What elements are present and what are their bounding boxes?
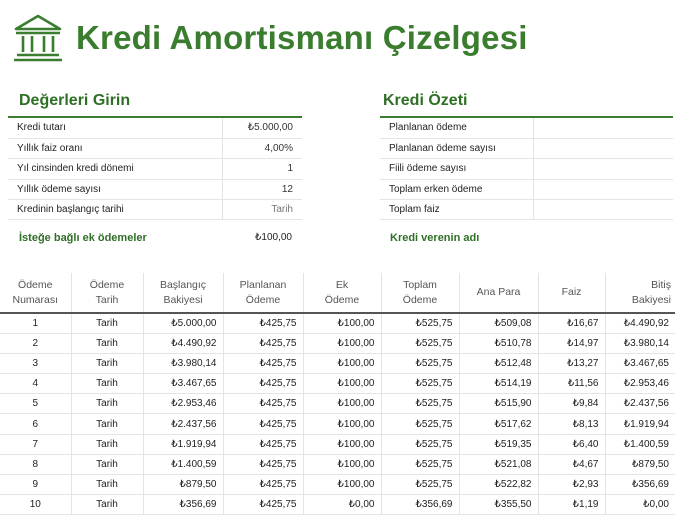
- cell-payment-date[interactable]: Tarih: [71, 313, 143, 333]
- input-row-loan-amount: [8, 118, 302, 138]
- cell-scheduled-payment[interactable]: ₺425,75: [223, 414, 303, 434]
- cell-scheduled-payment[interactable]: ₺425,75: [223, 333, 303, 353]
- cell-payment-date[interactable]: Tarih: [71, 414, 143, 434]
- cell-payment-number[interactable]: 6: [0, 414, 71, 434]
- cell-ending-balance[interactable]: ₺4.490,92: [605, 313, 675, 333]
- cell-total-payment[interactable]: ₺525,75: [381, 313, 459, 333]
- cell-principal[interactable]: ₺515,90: [459, 394, 538, 414]
- cell-scheduled-payment[interactable]: ₺425,75: [223, 475, 303, 495]
- cell-payment-number[interactable]: 10: [0, 495, 71, 515]
- cell-scheduled-payment[interactable]: ₺425,75: [223, 353, 303, 373]
- column-header-interest[interactable]: [538, 273, 605, 313]
- cell-total-payment[interactable]: ₺525,75: [381, 374, 459, 394]
- cell-scheduled-payment[interactable]: ₺425,75: [223, 394, 303, 414]
- cell-ending-balance[interactable]: ₺879,50: [605, 454, 675, 474]
- summary-value[interactable]: [533, 138, 673, 158]
- summary-row: [380, 118, 673, 138]
- cell-interest[interactable]: ₺11,56: [538, 374, 605, 394]
- cell-ending-balance[interactable]: ₺0,00: [605, 495, 675, 515]
- cell-payment-number[interactable]: 5: [0, 394, 71, 414]
- input-label: Yıllık faiz oranı: [8, 138, 222, 158]
- input-label: Yıl cinsinden kredi dönemi: [8, 159, 222, 179]
- cell-extra-payment[interactable]: ₺100,00: [303, 414, 381, 434]
- table-header-row: [0, 273, 675, 313]
- column-header-line: Ödeme: [402, 293, 438, 306]
- cell-beginning-balance[interactable]: ₺3.467,65: [143, 374, 223, 394]
- cell-total-payment[interactable]: ₺525,75: [381, 414, 459, 434]
- column-header-line: Ek: [335, 278, 349, 291]
- cell-payment-number[interactable]: 8: [0, 454, 71, 474]
- cell-ending-balance[interactable]: ₺2.437,56: [605, 394, 675, 414]
- cell-principal[interactable]: ₺521,08: [459, 454, 538, 474]
- cell-principal[interactable]: ₺517,62: [459, 414, 538, 434]
- cell-payment-date[interactable]: Tarih: [71, 495, 143, 515]
- table-row: [0, 495, 675, 515]
- cell-principal[interactable]: ₺514,19: [459, 374, 538, 394]
- cell-interest[interactable]: ₺6,40: [538, 434, 605, 454]
- cell-payment-number[interactable]: 7: [0, 434, 71, 454]
- cell-payment-date[interactable]: Tarih: [71, 454, 143, 474]
- extra-payments-label: İsteğe bağlı ek ödemeler: [19, 232, 147, 244]
- cell-interest[interactable]: ₺4,67: [538, 454, 605, 474]
- column-header-total-payment[interactable]: [381, 273, 459, 313]
- cell-principal[interactable]: ₺519,35: [459, 434, 538, 454]
- cell-beginning-balance[interactable]: ₺1.919,94: [143, 434, 223, 454]
- loan-amount-cell[interactable]: ₺5.000,00: [222, 118, 302, 138]
- cell-payment-date[interactable]: Tarih: [71, 353, 143, 373]
- cell-payment-date[interactable]: Tarih: [71, 475, 143, 495]
- cell-beginning-balance[interactable]: ₺879,50: [143, 475, 223, 495]
- column-header-line: Ödeme: [89, 278, 125, 291]
- column-header-payment-number[interactable]: [0, 273, 71, 313]
- cell-interest[interactable]: ₺13,27: [538, 353, 605, 373]
- loan-period-cell[interactable]: 1: [222, 159, 302, 179]
- input-label: Yıllık ödeme sayısı: [8, 179, 222, 199]
- summary-row: [380, 179, 673, 199]
- cell-payment-date[interactable]: Tarih: [71, 434, 143, 454]
- table-row: [0, 454, 675, 474]
- cell-principal[interactable]: ₺510,78: [459, 333, 538, 353]
- summary-label: Planlanan ödeme sayısı: [380, 138, 533, 158]
- cell-total-payment[interactable]: ₺525,75: [381, 333, 459, 353]
- cell-payment-number[interactable]: 4: [0, 374, 71, 394]
- column-header-line: Bakiyesi: [163, 293, 203, 306]
- cell-payment-date[interactable]: Tarih: [71, 333, 143, 353]
- cell-beginning-balance[interactable]: ₺2.953,46: [143, 394, 223, 414]
- cell-ending-balance[interactable]: ₺3.980,14: [605, 333, 675, 353]
- cell-extra-payment[interactable]: ₺100,00: [303, 313, 381, 333]
- cell-interest[interactable]: ₺14,97: [538, 333, 605, 353]
- input-row-payments-per-year: [8, 179, 302, 199]
- summary-label: Toplam faiz: [380, 200, 533, 220]
- cell-scheduled-payment[interactable]: ₺425,75: [223, 454, 303, 474]
- table-body: [0, 313, 675, 515]
- cell-extra-payment[interactable]: ₺100,00: [303, 475, 381, 495]
- column-header-line: Ödeme: [324, 293, 360, 306]
- cell-extra-payment[interactable]: ₺100,00: [303, 434, 381, 454]
- cell-ending-balance[interactable]: ₺1.400,59: [605, 434, 675, 454]
- cell-interest[interactable]: ₺1,19: [538, 495, 605, 515]
- cell-principal[interactable]: ₺509,08: [459, 313, 538, 333]
- column-header-line: Ödeme: [18, 278, 53, 291]
- column-header-line: Tarih: [95, 293, 119, 306]
- cell-payment-number[interactable]: 2: [0, 333, 71, 353]
- cell-interest[interactable]: ₺16,67: [538, 313, 605, 333]
- cell-payment-number[interactable]: 1: [0, 313, 71, 333]
- cell-extra-payment[interactable]: ₺100,00: [303, 353, 381, 373]
- column-header-line: Ödeme: [245, 293, 281, 306]
- column-header-payment-date[interactable]: [71, 273, 143, 313]
- summary-label: Planlanan ödeme: [380, 118, 533, 138]
- column-header-line: Başlangıç: [159, 278, 207, 291]
- payments-per-year-cell[interactable]: 12: [222, 179, 302, 199]
- cell-total-payment[interactable]: ₺356,69: [381, 495, 459, 515]
- input-label: Kredi tutarı: [8, 118, 222, 138]
- cell-scheduled-payment[interactable]: ₺425,75: [223, 374, 303, 394]
- summary-value[interactable]: [533, 159, 673, 179]
- summary-heading: Kredi Özeti: [383, 92, 468, 109]
- column-header-line: Planlanan: [239, 278, 287, 291]
- column-header-beginning-balance[interactable]: [143, 273, 223, 313]
- summary-row: [380, 159, 673, 179]
- column-header-scheduled-payment[interactable]: [223, 273, 303, 313]
- cell-extra-payment[interactable]: ₺100,00: [303, 394, 381, 414]
- cell-ending-balance[interactable]: ₺356,69: [605, 475, 675, 495]
- inputs-heading: Değerleri Girin: [19, 92, 131, 109]
- cell-payment-number[interactable]: 9: [0, 475, 71, 495]
- cell-ending-balance[interactable]: ₺3.467,65: [605, 353, 675, 373]
- table-row: [0, 394, 675, 414]
- cell-payment-date[interactable]: Tarih: [71, 374, 143, 394]
- inputs-table: [8, 118, 302, 220]
- cell-total-payment[interactable]: ₺525,75: [381, 434, 459, 454]
- cell-extra-payment[interactable]: ₺100,00: [303, 333, 381, 353]
- cell-ending-balance[interactable]: ₺1.919,94: [605, 414, 675, 434]
- input-row-start-date: [8, 200, 302, 220]
- cell-principal[interactable]: ₺512,48: [459, 353, 538, 373]
- table-row: [0, 475, 675, 495]
- cell-extra-payment[interactable]: ₺0,00: [303, 495, 381, 515]
- summary-label: Toplam erken ödeme: [380, 179, 533, 199]
- table-row: [0, 414, 675, 434]
- page-title: Kredi Amortismanı Çizelgesi: [76, 19, 528, 56]
- input-row-interest-rate: [8, 138, 302, 158]
- cell-principal[interactable]: ₺522,82: [459, 475, 538, 495]
- summary-value[interactable]: [533, 200, 673, 220]
- column-header-line: Numarası: [12, 293, 58, 306]
- extra-payments-cell[interactable]: ₺100,00: [255, 232, 292, 243]
- summary-table: [380, 118, 673, 220]
- cell-extra-payment[interactable]: ₺100,00: [303, 374, 381, 394]
- column-header-principal[interactable]: [459, 273, 538, 313]
- table-row: [0, 374, 675, 394]
- summary-label: Fiili ödeme sayısı: [380, 159, 533, 179]
- interest-rate-cell[interactable]: 4,00%: [222, 138, 302, 158]
- table-row: [0, 333, 675, 353]
- table-row: [0, 313, 675, 333]
- cell-principal[interactable]: ₺355,50: [459, 495, 538, 515]
- column-header-line: Bitiş: [651, 278, 671, 291]
- table-row: [0, 434, 675, 454]
- cell-beginning-balance[interactable]: ₺1.400,59: [143, 454, 223, 474]
- cell-interest[interactable]: ₺2,93: [538, 475, 605, 495]
- cell-scheduled-payment[interactable]: ₺425,75: [223, 313, 303, 333]
- column-header-ending-balance[interactable]: [605, 273, 675, 313]
- cell-payment-number[interactable]: 3: [0, 353, 71, 373]
- summary-value[interactable]: [533, 118, 673, 138]
- summary-row: [380, 138, 673, 158]
- amortization-schedule-table: [0, 273, 675, 515]
- column-header-line: Toplam: [403, 278, 437, 291]
- cell-beginning-balance[interactable]: ₺4.490,92: [143, 333, 223, 353]
- cell-total-payment[interactable]: ₺525,75: [381, 454, 459, 474]
- header: [12, 12, 528, 64]
- column-header-line: Ana Para: [476, 286, 521, 298]
- summary-value[interactable]: [533, 179, 673, 199]
- cell-beginning-balance[interactable]: ₺3.980,14: [143, 353, 223, 373]
- cell-extra-payment[interactable]: ₺100,00: [303, 454, 381, 474]
- cell-scheduled-payment[interactable]: ₺425,75: [223, 434, 303, 454]
- input-label: Kredinin başlangıç tarihi: [8, 200, 222, 220]
- bank-icon: [12, 13, 64, 63]
- cell-beginning-balance[interactable]: ₺2.437,56: [143, 414, 223, 434]
- input-row-loan-period: [8, 159, 302, 179]
- column-header-line: Faiz: [561, 286, 582, 298]
- column-header-line: Bakiyesi: [631, 293, 671, 306]
- cell-interest[interactable]: ₺8,13: [538, 414, 605, 434]
- cell-total-payment[interactable]: ₺525,75: [381, 475, 459, 495]
- cell-total-payment[interactable]: ₺525,75: [381, 394, 459, 414]
- column-header-extra-payment[interactable]: [303, 273, 381, 313]
- table-row: [0, 353, 675, 373]
- cell-beginning-balance[interactable]: ₺5.000,00: [143, 313, 223, 333]
- start-date-cell[interactable]: Tarih: [222, 200, 302, 220]
- cell-interest[interactable]: ₺9,84: [538, 394, 605, 414]
- cell-scheduled-payment[interactable]: ₺425,75: [223, 495, 303, 515]
- cell-payment-date[interactable]: Tarih: [71, 394, 143, 414]
- cell-beginning-balance[interactable]: ₺356,69: [143, 495, 223, 515]
- cell-total-payment[interactable]: ₺525,75: [381, 353, 459, 373]
- summary-row: [380, 200, 673, 220]
- lender-name-label: Kredi verenin adı: [390, 232, 480, 244]
- cell-ending-balance[interactable]: ₺2.953,46: [605, 374, 675, 394]
